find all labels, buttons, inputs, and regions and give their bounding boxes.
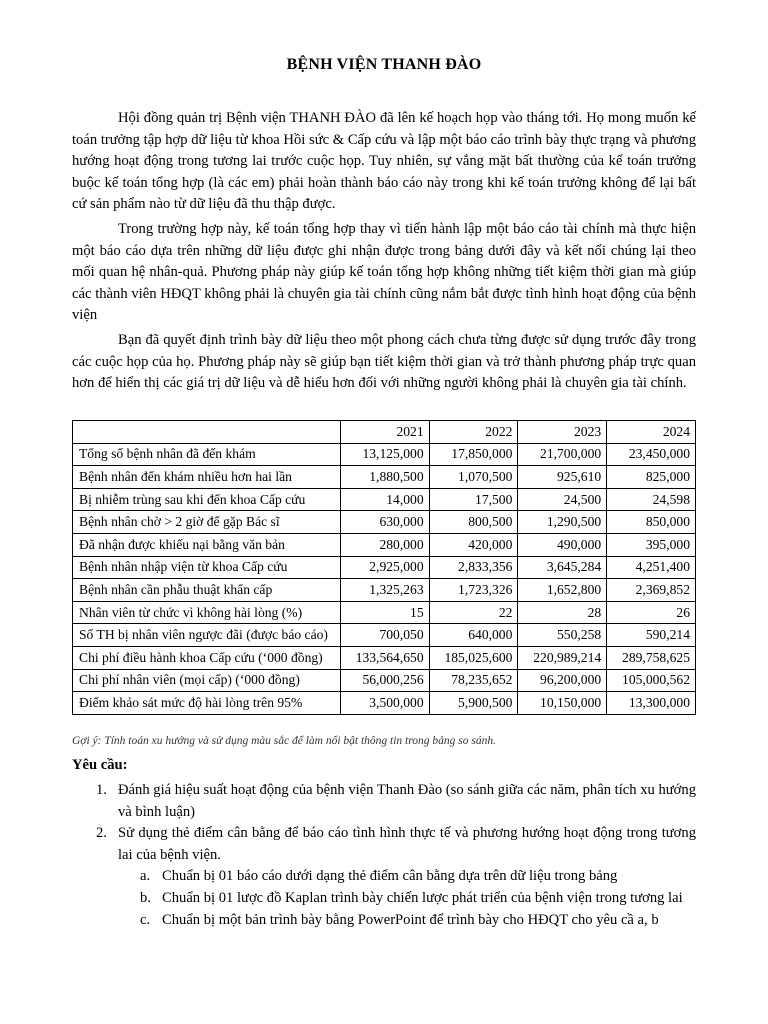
table-cell-value: 2,369,852: [607, 579, 696, 602]
table-row: [73, 579, 696, 602]
requirement-subitem-b: [72, 888, 696, 910]
table-row: [73, 646, 696, 669]
table-header-year: 2024: [607, 421, 696, 444]
table-cell-value: 21,700,000: [518, 443, 607, 466]
table-cell-value: 14,000: [340, 488, 429, 511]
table-cell-value: 220,989,214: [518, 646, 607, 669]
table-cell-value: 13,300,000: [607, 692, 696, 715]
table-header-year: 2023: [518, 421, 607, 444]
table-header-year: 2021: [340, 421, 429, 444]
table-cell-value: 1,723,326: [429, 579, 518, 602]
requirement-subtext: Chuẩn bị 01 lược đồ Kaplan trình bày chiến lược phát triển của bệnh viện trong tương lai: [162, 889, 683, 906]
intro-paragraph-2: Trong trường hợp này, kế toán tổng hợp thay vì tiến hành lập một báo cáo tài chính mà thực hiện một báo cáo dựa trên những dữ liệu được ghi nhận được trong bảng dưới đây và kết nối chúng lại theo mối quan hệ nhân-quả. Phương pháp này giúp kế toán tổng hợp không những tiết kiệm thời gian mà giúp các thành viên HĐQT không phải là chuyên gia tài chính cũng nắm bắt được tình hình hoạt động của bệnh viện: [72, 221, 696, 324]
table-cell-value: 825,000: [607, 466, 696, 489]
requirement-item-2: [72, 823, 696, 866]
table-cell-value: 23,450,000: [607, 443, 696, 466]
table-row: [73, 466, 696, 489]
hint-note: Gợi ý: Tính toán xu hướng và sử dụng màu sắc để làm nổi bật thông tin trong bảng so sánh.: [72, 735, 497, 747]
table-row-label: Chi phí nhân viên (mọi cấp) (‘000 đồng): [73, 669, 341, 692]
table-cell-value: 1,290,500: [518, 511, 607, 534]
requirement-text: Đánh giá hiệu suất hoạt động của bệnh viện Thanh Đào (so sánh giữa các năm, phân tích xu hướng và bình luận): [118, 782, 696, 820]
table-row: [73, 624, 696, 647]
table-cell-value: 96,200,000: [518, 669, 607, 692]
table-cell-value: 590,214: [607, 624, 696, 647]
list-marker: c.: [140, 911, 151, 928]
table-cell-value: 289,758,625: [607, 646, 696, 669]
table-cell-value: 17,500: [429, 488, 518, 511]
table-cell-value: 420,000: [429, 533, 518, 556]
table-row: [73, 511, 696, 534]
table-cell-value: 24,500: [518, 488, 607, 511]
table-cell-value: 395,000: [607, 533, 696, 556]
table-row-label: Bệnh nhân chờ > 2 giờ để gặp Bác sĩ: [73, 511, 341, 534]
table-row-label: Tổng số bệnh nhân đã đến khám: [73, 443, 341, 466]
requirements-heading: Yêu cầu:: [72, 757, 128, 773]
table-cell-value: 2,925,000: [340, 556, 429, 579]
list-marker: 1.: [96, 782, 107, 798]
table-cell-value: 490,000: [518, 533, 607, 556]
table-row-label: Điểm khảo sát mức độ hài lòng trên 95%: [73, 692, 341, 715]
list-marker: a.: [140, 868, 151, 885]
table-row-label: Nhân viên từ chức vì không hài lòng (%): [73, 601, 341, 624]
table-cell-value: 1,325,263: [340, 579, 429, 602]
table-cell-value: 280,000: [340, 533, 429, 556]
requirement-subitem-a: [72, 866, 696, 888]
table-cell-value: 640,000: [429, 624, 518, 647]
table-row: [73, 488, 696, 511]
table-cell-value: 17,850,000: [429, 443, 518, 466]
table-cell-value: 850,000: [607, 511, 696, 534]
table-cell-value: 3,500,000: [340, 692, 429, 715]
table-cell-value: 4,251,400: [607, 556, 696, 579]
requirement-item-1: [72, 780, 696, 823]
requirement-subtext: Chuẩn bị 01 báo cáo dưới dạng thẻ điểm cân bằng dựa trên dữ liệu trong bảng: [162, 868, 618, 885]
table-row: [73, 533, 696, 556]
table-cell-value: 800,500: [429, 511, 518, 534]
table-cell-value: 22: [429, 601, 518, 624]
list-marker: b.: [140, 889, 151, 906]
table-row: [73, 669, 696, 692]
hospital-data-table: [72, 420, 696, 715]
table-cell-value: 133,564,650: [340, 646, 429, 669]
table-cell-value: 56,000,256: [340, 669, 429, 692]
list-marker: 2.: [96, 825, 107, 842]
table-row-label: Chi phí điều hành khoa Cấp cứu (‘000 đồng): [73, 646, 341, 669]
table-cell-value: 1,070,500: [429, 466, 518, 489]
table-header-year: 2022: [429, 421, 518, 444]
table-cell-value: 13,125,000: [340, 443, 429, 466]
table-cell-value: 26: [607, 601, 696, 624]
table-cell-value: 78,235,652: [429, 669, 518, 692]
table-cell-value: 185,025,600: [429, 646, 518, 669]
table-row-label: Bệnh nhân đến khám nhiều hơn hai lần: [73, 466, 341, 489]
table-row: [73, 692, 696, 715]
table-cell-value: 24,598: [607, 488, 696, 511]
requirements-list: [72, 780, 696, 931]
table-cell-value: 3,645,284: [518, 556, 607, 579]
table-row-label: Bệnh nhân cần phẫu thuật khẩn cấp: [73, 579, 341, 602]
table-cell-value: 700,050: [340, 624, 429, 647]
requirement-text: Sử dụng thẻ điểm cân bằng để báo cáo tình hình thực tế và phương hướng hoạt động trong tương lai của bệnh viện.: [118, 825, 696, 863]
table-row-label: Số TH bị nhân viên ngược đãi (được báo cáo): [73, 624, 341, 647]
requirement-subitem-c: [72, 910, 696, 932]
table-row-label: Đã nhận được khiếu nại bằng văn bản: [73, 533, 341, 556]
requirement-subtext: Chuẩn bị một bản trình bày bằng PowerPoint để trình bày cho HĐQT cho yêu cầ a, b: [162, 911, 659, 928]
table-cell-value: 630,000: [340, 511, 429, 534]
intro-paragraph-3: Bạn đã quyết định trình bày dữ liệu theo một phong cách chưa từng được sử dụng trước đây trong các cuộc họp của họ. Phương pháp này sẽ giúp bạn tiết kiệm thời gian và trở thành phương pháp trực quan hơn để hiển thị các giá trị dữ liệu và dễ hiểu hơn đối với những người không phải là chuyên gia tài chính.: [72, 332, 696, 392]
table-row-label: Bệnh nhân nhập viện từ khoa Cấp cứu: [73, 556, 341, 579]
page-title: BỆNH VIỆN THANH ĐÀO: [286, 56, 482, 73]
table-row: [73, 443, 696, 466]
table-cell-value: 5,900,500: [429, 692, 518, 715]
table-cell-value: 15: [340, 601, 429, 624]
table-header-corner: [73, 421, 341, 444]
table-row: [73, 556, 696, 579]
table-row: [73, 601, 696, 624]
table-cell-value: 925,610: [518, 466, 607, 489]
table-cell-value: 1,880,500: [340, 466, 429, 489]
table-cell-value: 550,258: [518, 624, 607, 647]
intro-paragraph-1: Hội đồng quản trị Bệnh viện THANH ĐÀO đã lên kế hoạch họp vào tháng tới. Họ mong muốn kế toán trưởng tập hợp dữ liệu từ khoa Hồi sức & Cấp cứu và lập một báo cáo trình bày thực trạng và phương hướng hoạt động trong tương lai trước cuộc họp. Tuy nhiên, sự vắng mặt bất thường của kế toán trưởng buộc kế toán tổng hợp (là các em) phải hoàn thành báo cáo này trong khi kế toán trưởng không để lại bất cứ sản phẩm nào từ dữ liệu đã thu thập được.: [72, 110, 696, 213]
table-header-row: [73, 421, 696, 444]
table-row-label: Bị nhiễm trùng sau khi đến khoa Cấp cứu: [73, 488, 341, 511]
table-cell-value: 28: [518, 601, 607, 624]
table-cell-value: 1,652,800: [518, 579, 607, 602]
table-cell-value: 10,150,000: [518, 692, 607, 715]
table-cell-value: 105,000,562: [607, 669, 696, 692]
table-cell-value: 2,833,356: [429, 556, 518, 579]
